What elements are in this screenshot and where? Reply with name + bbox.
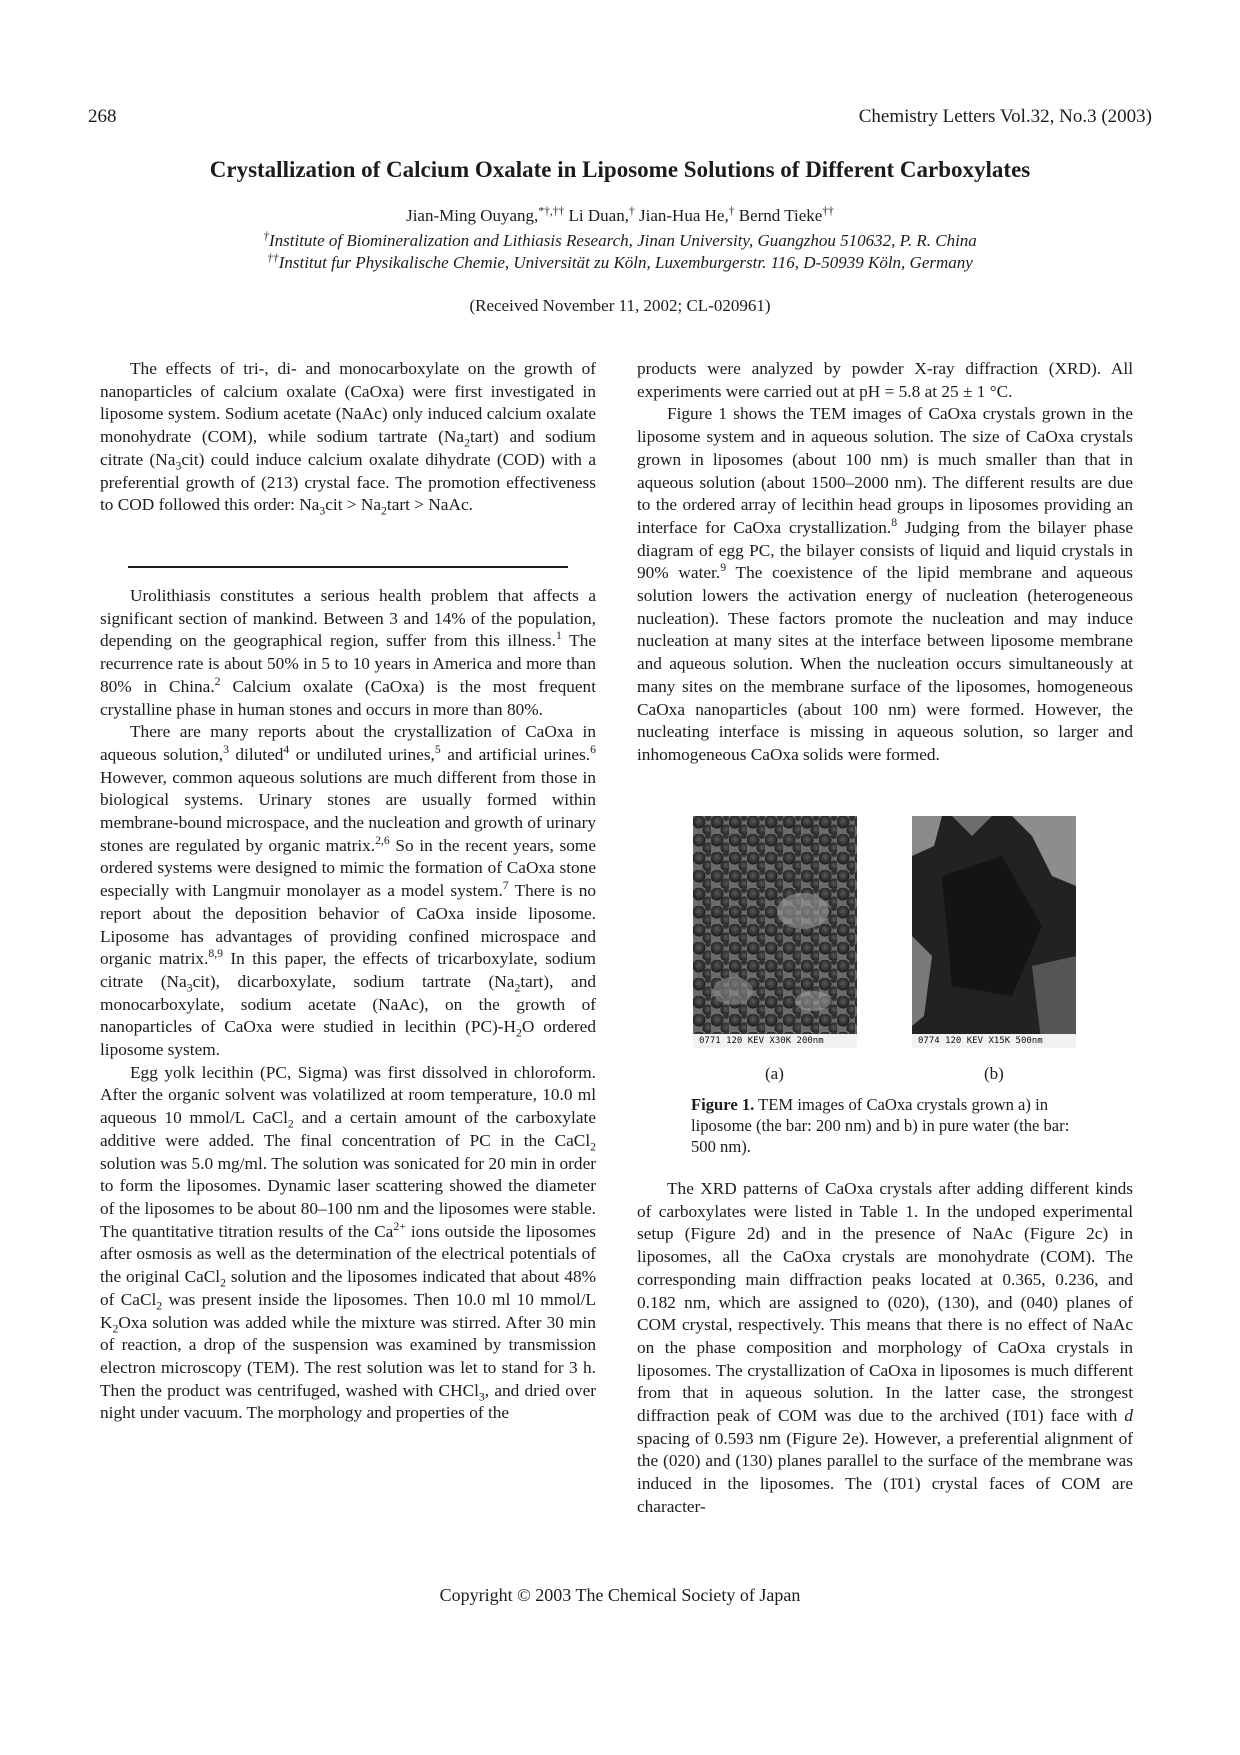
paragraph: Egg yolk lecithin (PC, Sigma) was first dissolved in chloroform. After the organic solvent was volatilized at room temperature, 10.0 ml aqueous 10 mmol/L CaCl$_2$ and a certain amount of the carboxylate additive were added. The final concentration of PC in the CaCl$_2$ solution was 5.0 mg/ml. The solution was sonicated for 20 min in order to form the liposomes. Dynamic laser scattering showed the diameter of the liposomes to be about 80–100 nm and the liposomes were stable. The quantitative titration results of the $Ca^{2+}$ ions outside the liposomes after osmosis as well as the determination of the electrical potentials of the original CaCl$_2$ solution and the liposomes indicated that about 48% of CaCl$_2$ was present inside the liposomes. Then 10.0 ml 10 mmol/L $K_2Oxa$ solution was added while the mixture was stirred. After 30 min of reaction, a drop of the suspension was examined by transmission electron microscopy (TEM). The rest solution was let to stand for 3 h. Then the product was centrifuged, washed with CHCl$_3$, and dried over night under vacuum. The morphology and properties of the: [100, 1062, 597, 1423]
figure-caption: [691, 1094, 1089, 1157]
scale-bar-a: 0771 120 KEV X30K 200nm: [693, 1034, 857, 1048]
abstract-text: The effects of tri-, di- and monocarboxylate on the growth of nanoparticles of calcium oxalate (CaOxa) were first investigated in liposome system. Sodium acetate (NaAc) only induced calcium oxalate monohydrate (COM), while sodium tartrate $(Na_2tart)$ and sodium citrate $(Na_3cit)$ could induce calcium oxalate dihydrate (COD) with a preferential growth of (213) crystal face. The promotion effectiveness to COD followed this order: $Na_3cit$ > $Na_2tart$ > NaAc.: [100, 359, 597, 518]
water-crystals-image: [912, 816, 1076, 1048]
article-title: Crystallization of Calcium Oxalate in Liposome Solutions of Different Carboxylates: [209, 157, 1031, 182]
author-list: Jian-Ming Ouyang,*†,†† Li Duan,† Jian-Hua He,† Bernd Tieke††: [406, 204, 834, 225]
tem-image-a: [693, 816, 857, 1048]
journal-header: Chemistry Letters Vol.32, No.3 (2003): [858, 106, 1152, 127]
affiliation-1: †Institute of Biomineralization and Lithiasis Research, Jinan University, Guangzhou 510632, P. R. China: [263, 229, 977, 250]
caption-label: Figure 1.: [691, 1095, 755, 1114]
copyright: Copyright © 2003 The Chemical Society of Japan: [439, 1585, 801, 1605]
tem-image-b: [912, 816, 1076, 1048]
scale-bar-b: 0774 120 KEV X15K 500nm: [912, 1034, 1076, 1048]
page-number: 268: [88, 106, 117, 127]
panel-label-b: (b): [984, 1064, 1004, 1083]
received-date: (Received November 11, 2002; CL-020961): [469, 296, 771, 315]
liposome-nanoparticles-image: [693, 816, 857, 1048]
affiliation-2: ††Institut fur Physikalische Chemie, Universität zu Köln, Luxemburgerstr. 116, D-50939 Köln, Germany: [267, 251, 973, 272]
paragraph: Figure 1 shows the TEM images of CaOxa crystals grown in the liposome system and in aqueous solution. The size of CaOxa crystals grown in liposomes (about 100 nm) is much smaller than that in aqueous solution (about 1500–2000 nm). The different results are due to the ordered array of lecithin head groups in liposomes providing an interface for CaOxa crystallization.$^8$ Judging from the bilayer phase diagram of egg PC, the bilayer consists of liquid and liquid crystals in 90% water.$^9$ The coexistence of the lipid membrane and aqueous solution lowers the activation energy of nucleation (heterogeneous nucleation). These factors promote the nucleation and may induce nucleation at many sites at the interface between liposome membrane and aqueous solution. When the nucleation occurs simultaneously at many sites on the membrane surface of the liposomes, homogeneous CaOxa nanoparticles (about 100 nm) were formed. However, the nucleating interface is missing in aqueous solution, so larger and inhomogeneous CaOxa solids were formed.: [637, 404, 1133, 764]
paragraph: products were analyzed by powder X-ray diffraction (XRD). All experiments were carried out at pH = 5.8 at 25 ± 1 °C.: [637, 359, 1133, 401]
abstract-divider: [128, 566, 568, 568]
right-body-top: [637, 358, 1133, 767]
abstract: [100, 358, 596, 517]
caption-text: TEM images of CaOxa crystals grown a) in liposome (the bar: 200 nm) and b) in pure water (the bar: 500 nm).: [691, 1095, 1070, 1156]
paragraph: There are many reports about the crystallization of CaOxa in aqueous solution,$^3$ diluted$^4$ or undiluted urines,$^5$ and artificial urines.$^6$ However, common aqueous solutions are much different from those in biological systems. Urinary stones are usually formed within membrane-bound microspace, and the nucleation and growth of urinary stones are regulated by organic matrix.$^{2,6}$ So in the recent years, some ordered systems were designed to mimic the formation of CaOxa stone especially with Langmuir monolayer as a model system.$^7$ There is no report about the deposition behavior of CaOxa inside liposome. Liposome has advantages of providing confined microspace and organic matrix.$^{8,9}$ In this paper, the effects of tricarboxylate, sodium citrate $(Na_3cit)$, dicarboxylate, sodium tartrate $(Na_2tart)$, and monocarboxylate, sodium acetate (NaAc), on the growth of nanoparticles of CaOxa were studied in lecithin $(PC)-H_2O$ ordered liposome system.: [100, 722, 596, 1060]
paragraph: Urolithiasis constitutes a serious health problem that affects a significant section of mankind. Between 3 and 14% of the population, depending on the geographical region, suffer from this illness.$^1$ The recurrence rate is about 50% in 5 to 10 years in America and more than 80% in China.$^2$ Calcium oxalate (CaOxa) is the most frequent crystalline phase in human stones and occurs in more than 80%.: [100, 586, 597, 719]
left-body: [100, 585, 596, 1425]
right-body-bottom: [637, 1178, 1133, 1519]
panel-label-a: (a): [765, 1064, 784, 1083]
paragraph: The XRD patterns of CaOxa crystals after adding different kinds of carboxylates were listed in Table 1. In the undoped experimental setup (Figure 2d) and in the presence of NaAc (Figure 2c) in liposomes, all the CaOxa crystals are monohydrate (COM). The corresponding main diffraction peaks located at 0.365, 0.236, and 0.182 nm, which are assigned to (020), (130), and (040) planes of COM crystal, respectively. This means that there is no effect of NaAc on the phase composition and morphology of CaOxa crystals in liposomes. The crystallization of CaOxa in liposomes is much different from that in aqueous solution. In the latter case, the strongest diffraction peak of COM was due to the archived (1̄01) face with d spacing of 0.593 nm (Figure 2e). However, a preferential alignment of the (020) and (130) planes parallel to the surface of the membrane was induced in the liposomes. The (1̄01) crystal faces of COM are character-: [637, 1179, 1133, 1516]
